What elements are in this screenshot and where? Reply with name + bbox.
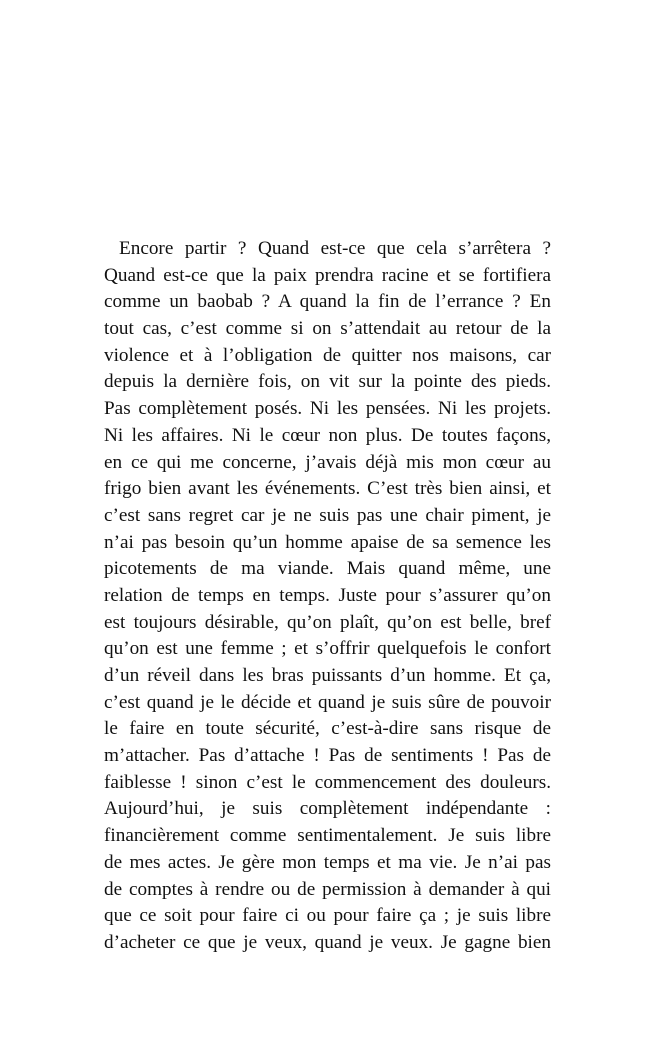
paragraph-line: Quand est-ce que la paix prendra racine et se fortifiera xyxy=(104,264,551,286)
paragraph-line: Aujourd’hui, je suis complètement indépendante : xyxy=(104,798,551,820)
paragraph-line: Encore partir ? Quand est-ce que cela s’arrêtera ? xyxy=(119,238,551,259)
paragraph-line: qu’on est une femme ; et s’offrir quelquefois le confort xyxy=(104,638,551,660)
paragraph-line: en ce qui me concerne, j’avais déjà mis mon cœur au xyxy=(104,451,551,473)
paragraph-line: picotements de ma viande. Mais quand même, une xyxy=(104,558,551,580)
paragraph-line: comme un baobab ? A quand la fin de l’errance ? En xyxy=(104,291,551,313)
paragraph-line: Ni les affaires. Ni le cœur non plus. De toutes façons, xyxy=(104,424,551,446)
paragraph-line: que ce soit pour faire ci ou pour faire ça ; je suis libre xyxy=(104,905,551,927)
paragraph-line: violence et à l’obligation de quitter nos maisons, car xyxy=(104,344,551,366)
paragraph-line: de mes actes. Je gère mon temps et ma vie. Je n’ai pas xyxy=(104,851,551,873)
paragraph-line: est toujours désirable, qu’on plaît, qu’on est belle, bref xyxy=(104,611,551,633)
paragraph-line: d’acheter ce que je veux, quand je veux. Je gagne bien xyxy=(104,931,551,953)
paragraph-line: de comptes à rendre ou de permission à demander à qui xyxy=(104,878,551,900)
paragraph-line: d’un réveil dans les bras puissants d’un homme. Et ça, xyxy=(104,665,551,686)
paragraph-line: faiblesse ! sinon c’est le commencement des douleurs. xyxy=(104,771,551,793)
paragraph-line: m’attacher. Pas d’attache ! Pas de sentiments ! Pas de xyxy=(104,745,551,767)
paragraph xyxy=(104,236,551,957)
paragraph-line: financièrement comme sentimentalement. Je suis libre xyxy=(104,825,551,847)
paragraph-line: tout cas, c’est comme si on s’attendait au retour de la xyxy=(104,318,551,340)
paragraph-line: Pas complètement posés. Ni les pensées. Ni les projets. xyxy=(104,398,551,420)
paragraph-line: frigo bien avant les événements. C’est très bien ainsi, et xyxy=(104,478,551,500)
paragraph-line: relation de temps en temps. Juste pour s’assurer qu’on xyxy=(104,584,551,606)
paragraph-line: c’est sans regret car je ne suis pas une chair piment, je xyxy=(104,504,551,526)
paragraph-line: depuis la dernière fois, on vit sur la pointe des pieds. xyxy=(104,371,551,393)
paragraph-line: n’ai pas besoin qu’un homme apaise de sa semence les xyxy=(104,531,551,553)
paragraph-line: c’est quand je le décide et quand je suis sûre de pouvoir xyxy=(104,691,551,713)
paragraph-line: le faire en toute sécurité, c’est-à-dire sans risque de xyxy=(104,718,551,740)
